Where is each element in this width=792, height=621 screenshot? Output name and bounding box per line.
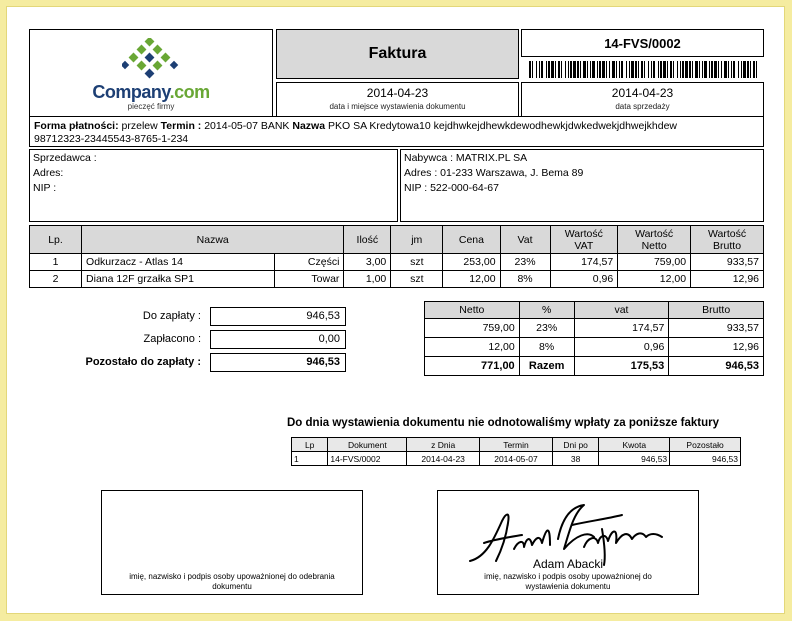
col-vat-value-header: Wartość VAT xyxy=(550,226,618,254)
vat-header-row: Netto % vat Brutto xyxy=(425,302,764,319)
col-gross-header: Wartość Brutto xyxy=(691,226,764,254)
unpaid-invoices-note: Do dnia wystawienia dokumentu nie odnotowaliśmy wpłaty za poniższe faktury xyxy=(287,417,719,429)
company-logo-text: Company.com xyxy=(92,82,210,102)
table-row: 1 14-FVS/0002 2014-04-23 2014-05-07 38 946,53 946,53 xyxy=(292,452,741,466)
payment-method-label: Forma płatności: xyxy=(34,120,119,132)
sale-date-label: data sprzedaży xyxy=(615,102,670,111)
table-row: 12,00 8% 0,96 12,96 xyxy=(425,338,764,357)
receiver-signature-caption: imię, nazwisko i podpis osoby upoważnionej do odebrania dokumentu xyxy=(129,572,335,591)
items-header-row xyxy=(30,226,764,254)
unpaid-invoices-table xyxy=(291,437,741,466)
amount-paid: 0,00 xyxy=(210,330,346,349)
issue-date-label: data i miejsce wystawienia dokumentu xyxy=(329,102,466,111)
amount-remaining: 946,53 xyxy=(210,353,346,372)
table-row: 1 Odkurzacz - Atlas 14 Części 3,00 szt 253,00 23% 174,57 759,00 933,57 xyxy=(30,254,764,271)
vat-total-row: 771,00 Razem 175,53 946,53 xyxy=(425,357,764,376)
bank-account: 98712323-23445543-8765-1-234 xyxy=(34,133,189,145)
amount-due-label: Do zapłaty : xyxy=(142,310,201,322)
amount-remaining-label: Pozostało do zapłaty : xyxy=(85,356,201,368)
items-table xyxy=(29,225,764,288)
buyer-name: Nabywca : MATRIX.PL SA xyxy=(404,152,528,164)
table-row: 2 Diana 12F grzałka SP1 Towar 1,00 szt 12,00 8% 0,96 12,00 12,96 xyxy=(30,271,764,288)
buyer-address: Adres : 01-233 Warszawa, J. Bema 89 xyxy=(404,167,584,179)
buyer-box xyxy=(400,149,764,222)
col-price-header: Cena xyxy=(443,226,500,254)
payment-info xyxy=(29,116,764,147)
col-net-header: Wartość Netto xyxy=(618,226,691,254)
col-name-header: Nazwa xyxy=(82,226,344,254)
issuer-signature-box xyxy=(437,490,699,595)
col-unit-header: jm xyxy=(391,226,443,254)
vat-summary-table xyxy=(424,301,764,376)
issuer-name: Adam Abacki xyxy=(532,557,604,571)
issuer-signature-caption: imię, nazwisko i podpis osoby upoważnionej do wystawienia dokumentu xyxy=(484,572,652,591)
item-type: Części xyxy=(274,254,344,271)
item-name: Odkurzacz - Atlas 14 xyxy=(82,254,275,271)
stamp-caption: pieczęć firmy xyxy=(127,102,175,111)
item-type: Towar xyxy=(274,271,344,288)
barcode-image xyxy=(529,61,757,78)
seller-name: Sprzedawca : xyxy=(33,152,97,164)
docs-header-row: Lp Dokument z Dnia Termin Dni po Kwota Pozostało xyxy=(292,438,741,452)
amount-paid-label: Zapłacono : xyxy=(143,333,201,345)
sale-date-box xyxy=(521,82,764,118)
seller-nip: NIP : xyxy=(33,182,57,194)
issue-date: 2014-04-23 xyxy=(366,86,429,100)
document-title: Faktura xyxy=(276,29,519,79)
receiver-signature-box xyxy=(101,490,363,595)
col-lp-header: Lp. xyxy=(30,226,82,254)
bank-name: PKO SA Kredytowa10 kejdhwkejdhewkdewodhewkjdwkedwekjdhwejkhdew xyxy=(327,120,678,132)
invoice-page xyxy=(6,6,785,614)
company-stamp-box xyxy=(29,29,273,118)
seller-address: Adres: xyxy=(33,167,64,179)
amount-due: 946,53 xyxy=(210,307,346,326)
col-qty-header: Ilość xyxy=(344,226,391,254)
seller-box xyxy=(29,149,398,222)
payment-term-label: Termin : xyxy=(160,120,202,132)
company-logo-icon xyxy=(122,38,182,82)
col-vat-header: Vat xyxy=(500,226,550,254)
bank-name-label: Nazwa xyxy=(292,120,326,132)
sale-date: 2014-04-23 xyxy=(611,86,674,100)
buyer-nip: NIP : 522-000-64-67 xyxy=(404,182,499,194)
invoice-number: 14-FVS/0002 xyxy=(521,29,764,57)
payment-term: 2014-05-07 BANK xyxy=(204,120,290,132)
issue-date-box xyxy=(276,82,519,118)
payment-method: przelew xyxy=(121,120,158,132)
item-name: Diana 12F grzałka SP1 xyxy=(82,271,275,288)
table-row: 759,00 23% 174,57 933,57 xyxy=(425,319,764,338)
